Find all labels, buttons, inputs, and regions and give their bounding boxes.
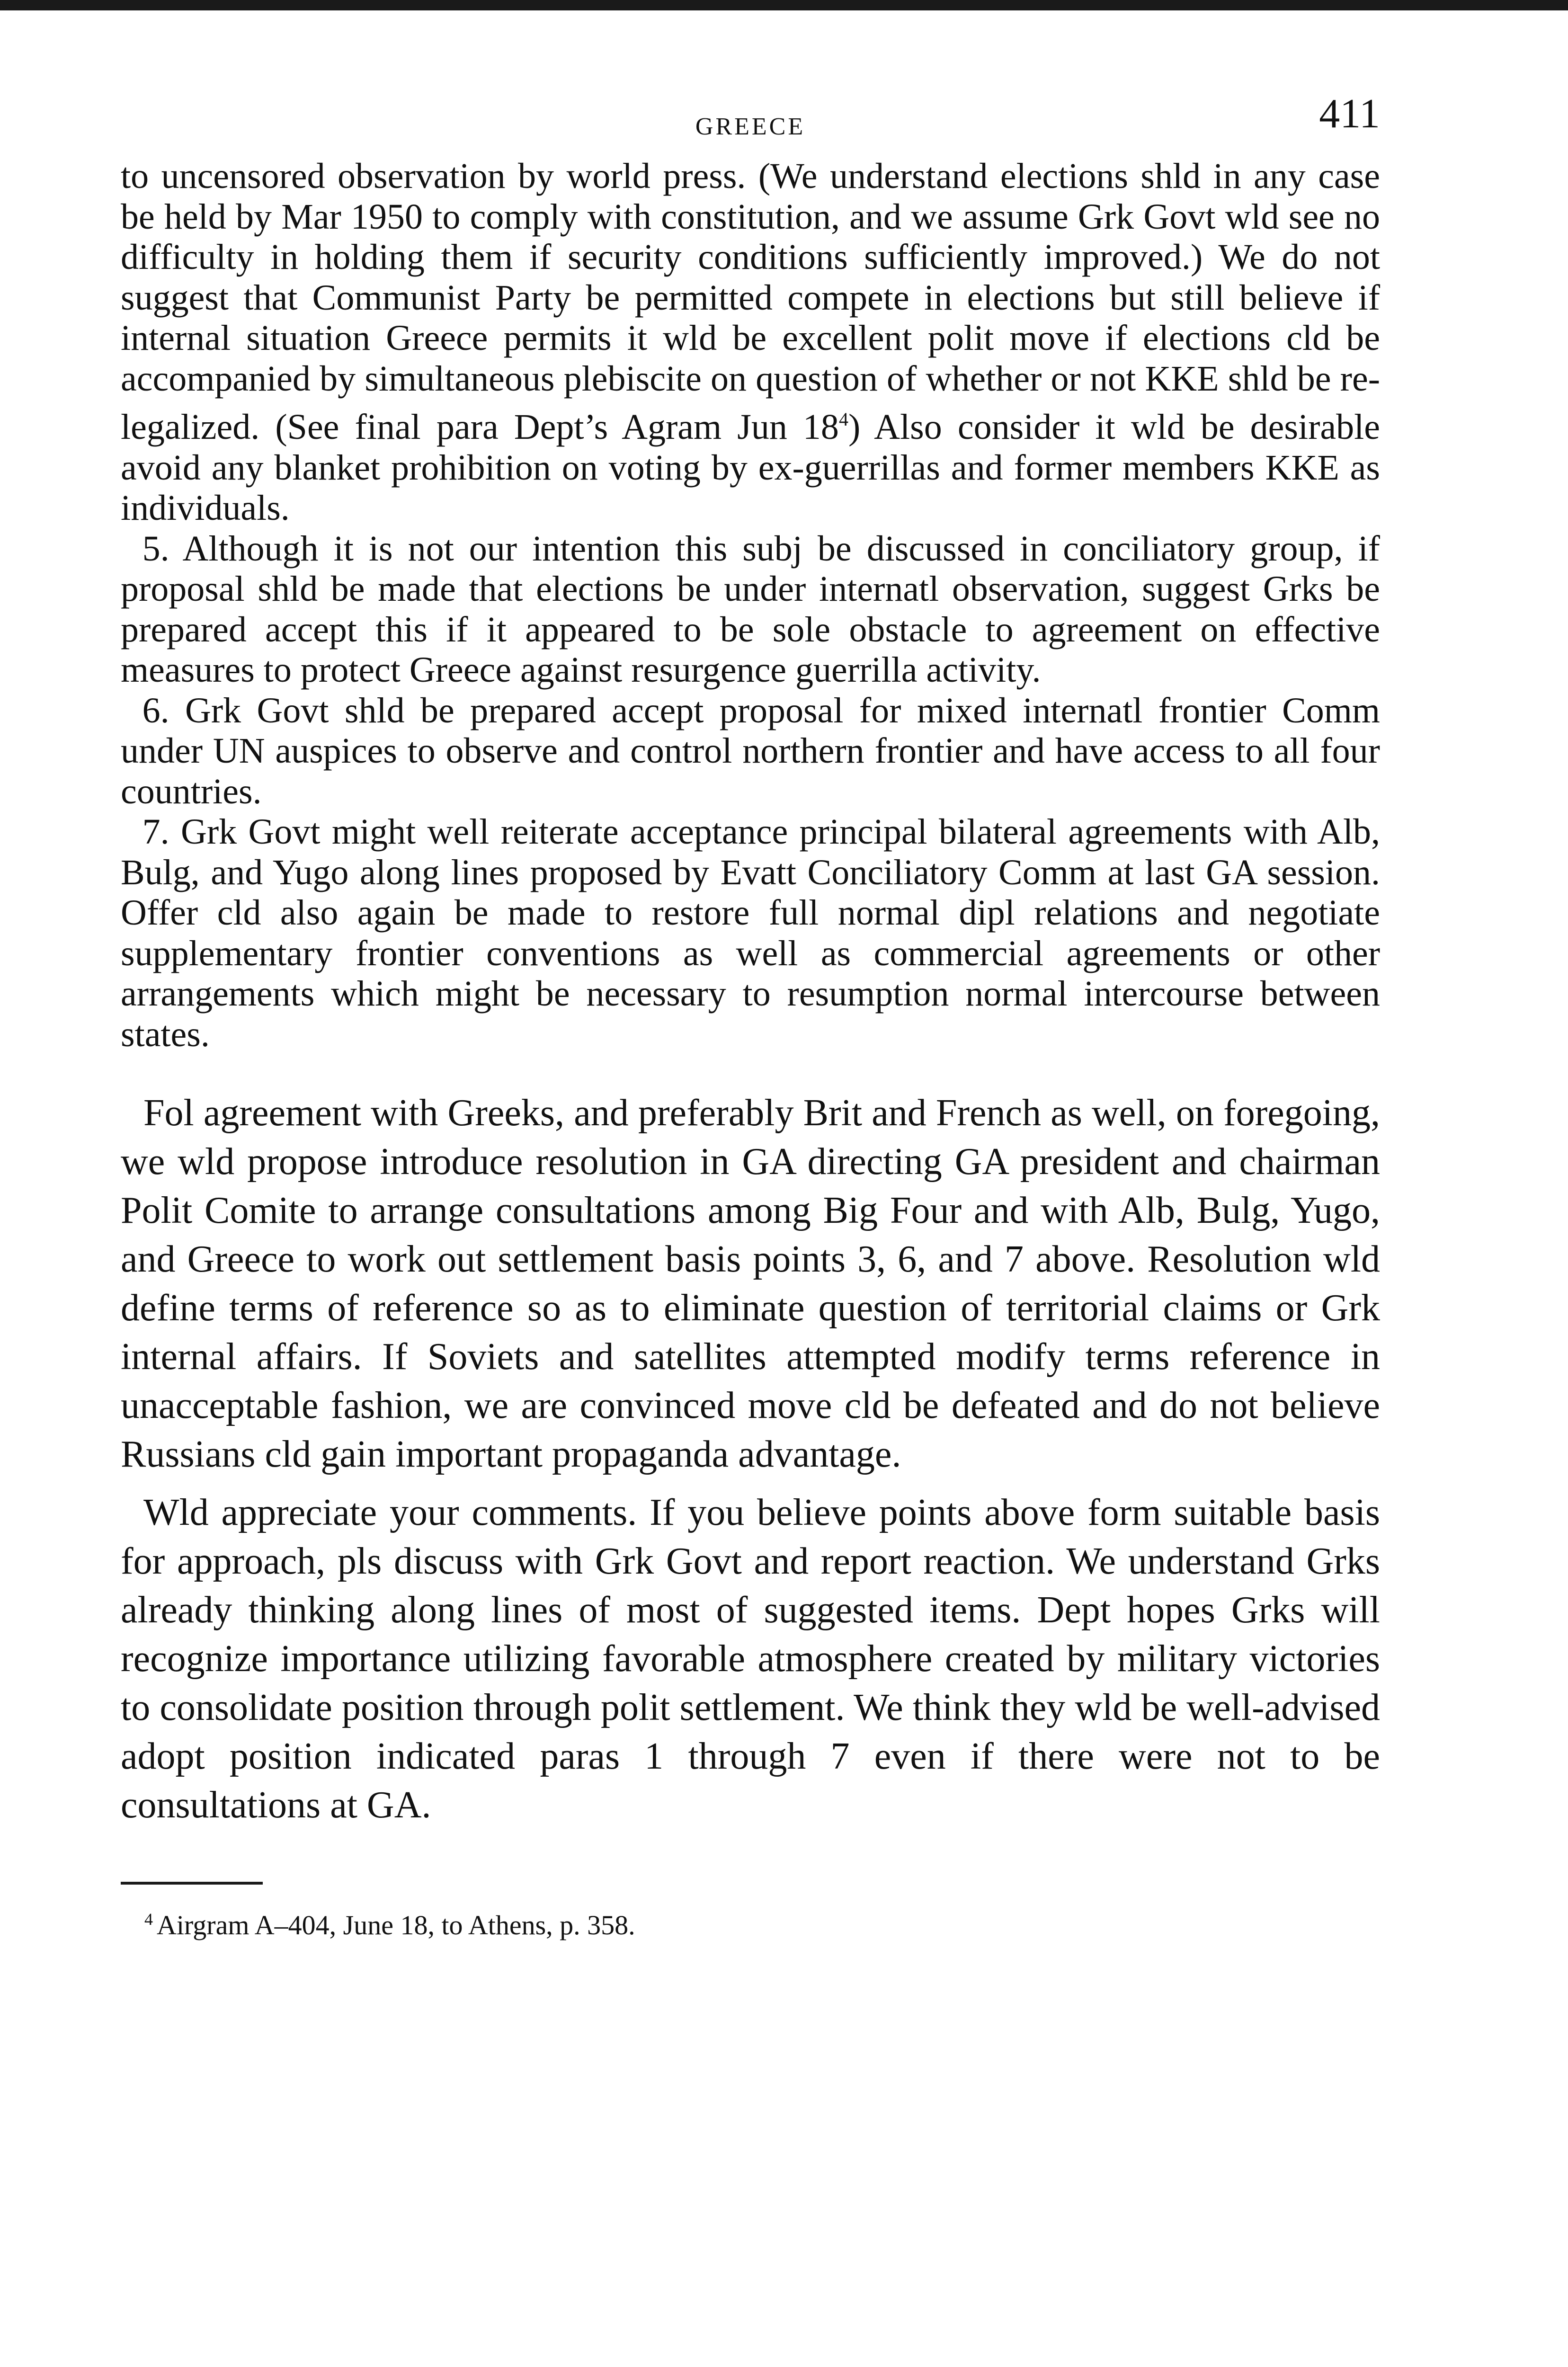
page-header — [121, 85, 1380, 156]
page-number: 411 — [1319, 91, 1380, 137]
running-head: GREECE — [695, 113, 806, 140]
body-paragraph-2: Wld appreciate your comments. If you believe points above form suitable basis for approach, pls discuss with Grk Govt and report reaction. We understand Grks already thinking along lines of most of suggested items. Dept hopes Grks will recognize importance utilizing favorable atmosphere created by military victories to consolidate position through polit settlement. We think they wld be well-advised adopt position indicated paras 1 through 7 even if there were not to be consultations at GA. — [121, 1492, 1380, 1826]
numbered-items-block — [121, 156, 1380, 1055]
item-6-paragraph: 6. Grk Govt shld be prepared accept proposal for mixed internatl frontier Comm under UN auspices to observe and control northern frontier and have access to all four countries. — [121, 690, 1380, 811]
item-5-paragraph: 5. Although it is not our intention this subj be discussed in conciliatory group, if proposal shld be made that elections be under internatl observation, suggest Grks be prepared accept this if it appeared to be sole obstacle to agreement on effective measures to protect Greece against resurgence guerrilla activity. — [121, 528, 1380, 690]
body-paragraph-1: Fol agreement with Greeks, and preferably Brit and French as well, on foregoing, we wld propose introduce resolution in GA directing GA president and chairman Polit Comite to arrange consultations among Big Four and with Alb, Bulg, Yugo, and Greece to work out settlement basis points 3, 6, and 7 above. Resolution wld define terms of reference so as to eliminate question of territorial claims or Grk internal affairs. If Soviets and satellites attempted modify terms reference in unacceptable fashion, we are convinced move cld be defeated and do not believe Russians cld gain important propaganda advantage. — [121, 1092, 1380, 1475]
top-border-rule — [0, 0, 1568, 10]
continuation-tail: ) Also consider it wld be desirable avoid any blanket prohibition on voting by ex-guerrillas and former members KKE as individuals. — [121, 407, 1380, 528]
continuation-text: to uncensored observation by world press. (We understand elections shld in any case be held by Mar 1950 to comply with constitution, and we assume Grk Govt wld see no difficulty in holding them if security conditions sufficiently improved.) We do not suggest that Communist Party be permitted compete in elections but still believe if internal situation Greece permits it wld be excellent polit move if elections cld be accompanied by simultaneous plebiscite on question of whether or not KKE shld be re-legalized. (See final para Dept’s Agram Jun 18 — [121, 156, 1380, 447]
main-text-block — [121, 1089, 1380, 1830]
footnote-divider — [121, 1882, 263, 1885]
footnote-marker: 4 — [144, 1910, 153, 1929]
footnote-text: Airgram A–404, June 18, to Athens, p. 358. — [157, 1910, 635, 1940]
footnote — [121, 1903, 1380, 1942]
continuation-paragraph — [121, 156, 1380, 529]
item-7-paragraph: 7. Grk Govt might well reiterate acceptance principal bilateral agreements with Alb, Bulg, and Yugo along lines proposed by Evatt Conciliatory Comm at last GA session. Offer cld also again be made to restore full normal dipl relations and negotiate supplementary frontier conventions as well as commercial agreements or other arrangements which might be necessary to resumption normal intercourse between states. — [121, 812, 1380, 1054]
footnote-reference: 4 — [838, 409, 848, 430]
page-content — [121, 85, 1380, 1942]
